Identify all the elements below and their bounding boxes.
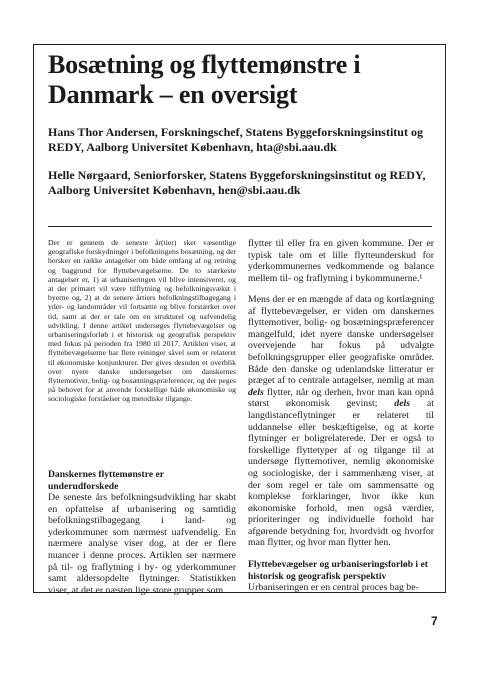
abstract-text: Der er gennem de seneste år(tier) sket væsentlige geografiske forskydninger i befolkningens bosætning, og der hersker en række antagelser om både omfang af og retning og baggrund for flyttebevægelserne. De to stærkeste antagelser er, 1) at urbaniseringen vil blive intensiveret, og at der primært vil være tilflytning og befolkningsvækst i byerne og, 2) at de senere årtiers befolkningstilbagegang i yder- og landområder vil fortsætte og blive forstærket over tid, samt at der er tale om en strukturel og uafvendelig udvikling. I denne artikel undersøges flyttebevægelser og urbaniseringsforløb i et historisk og geografisk perspektiv med fokus på perioden fra 1980 til 2017. Artiklen viser, at flyttebevægelserne har flere reininger såvel som er relateret til økonomiske konjunkturer. Der gives desuden et overblik over nyere danske undersøgelser om danskernes flyttemotiver, bolig- og bosætningspræferencer, og der peges på behovet for at anvende forskellige både økonomiske og sociologiske forståelser og metodiske tilgange. — [48, 238, 236, 404]
section-heading-2: Flyttebevægelser og urbaniseringsforløb i et historisk og geografisk perspektiv — [248, 559, 428, 582]
author-2: Helle Nørgaard, Seniorforsker, Statens Byggeforskningsinstitut og REDY, Aalborg Universitet København, hen@sbi.aau.dk — [48, 168, 426, 197]
right-paragraph-2-part-c: at langdistanceflytninger er relateret til uddannelse eller beskæftigelse, og at korte flytninger er boligrelaterede. Der er også to forskellige flyttetyper af og tilgange til at undersøge flyttemotiver, nemlig økonomiske og sociologiske, der i sammenhæng viser, at der som regel er tale om sammensatte og komplekse forklaringer, hvor ikke kun økonomiske forhold, men også værdier, prioriteringer og individuelle forhold har afgørende betydning for, hvordvidt og hvorfor man flytter, og hvor man flytter hen. — [248, 398, 434, 549]
emphasis-dels-1: dels — [248, 386, 264, 398]
right-paragraph-2-part-b: flytter, når og derhen, hvor man kan opnå størst økonomisk gevinst; — [248, 386, 434, 410]
abstract-column — [48, 238, 236, 404]
emphasis-dels-2: dels — [394, 398, 411, 410]
author-1: Hans Thor Andersen, Forskningschef, Statens Byggeforskningsinstitut og REDY, Aalborg Universitet København, hta@sbi.aau.dk — [48, 125, 423, 154]
article-title: Bosætning og flyttemønstre i Danmark – en oversigt — [48, 50, 361, 109]
right-paragraph-1: flytter til eller fra en given kommune. Der er typisk tale om et lille flytteunderskud for yderkommunernes vedkommende og balance mellem til- og fraflytning i bykommunerne.¹ — [248, 238, 434, 284]
section-heading-1: Danskernes flyttemønstre er underudforskede — [48, 469, 164, 492]
section-body-2: Urbaniseringen er en central proces bag be- — [248, 582, 419, 593]
divider — [48, 226, 432, 227]
right-paragraph-2-part-a: Mens der er en mængde af data og kortlægning af flyttebevægelser, er viden om danskernes flyttemotiver, bolig- og bosætningspræferencer mangelfuld, idet nyere danske undersøgelser overvejende har fokus på udvalgte befolkningsgrupper eller geografiske områder. Både den danske og udenlandske litteratur er præget af to centrale antagelser, nemlig at man — [248, 294, 434, 387]
right-paragraph-2 — [248, 294, 434, 549]
section-body-1: De seneste års befolkningsudvikling har skabt en opfattelse af urbanisering og samtidig befolkningstilbagegang i land- og yderkommuner som nærmest uafvendelig. En nærmere analyse viser dog, at der er flere nuancer i denne proces. Artiklen ser nærmere på til- og fraflytning i by- og yderkommuner samt aldersopdelte flytninger. Statistikken viser, at det er næsten lige store grupper som — [48, 492, 236, 596]
page-number: 7 — [431, 614, 438, 628]
